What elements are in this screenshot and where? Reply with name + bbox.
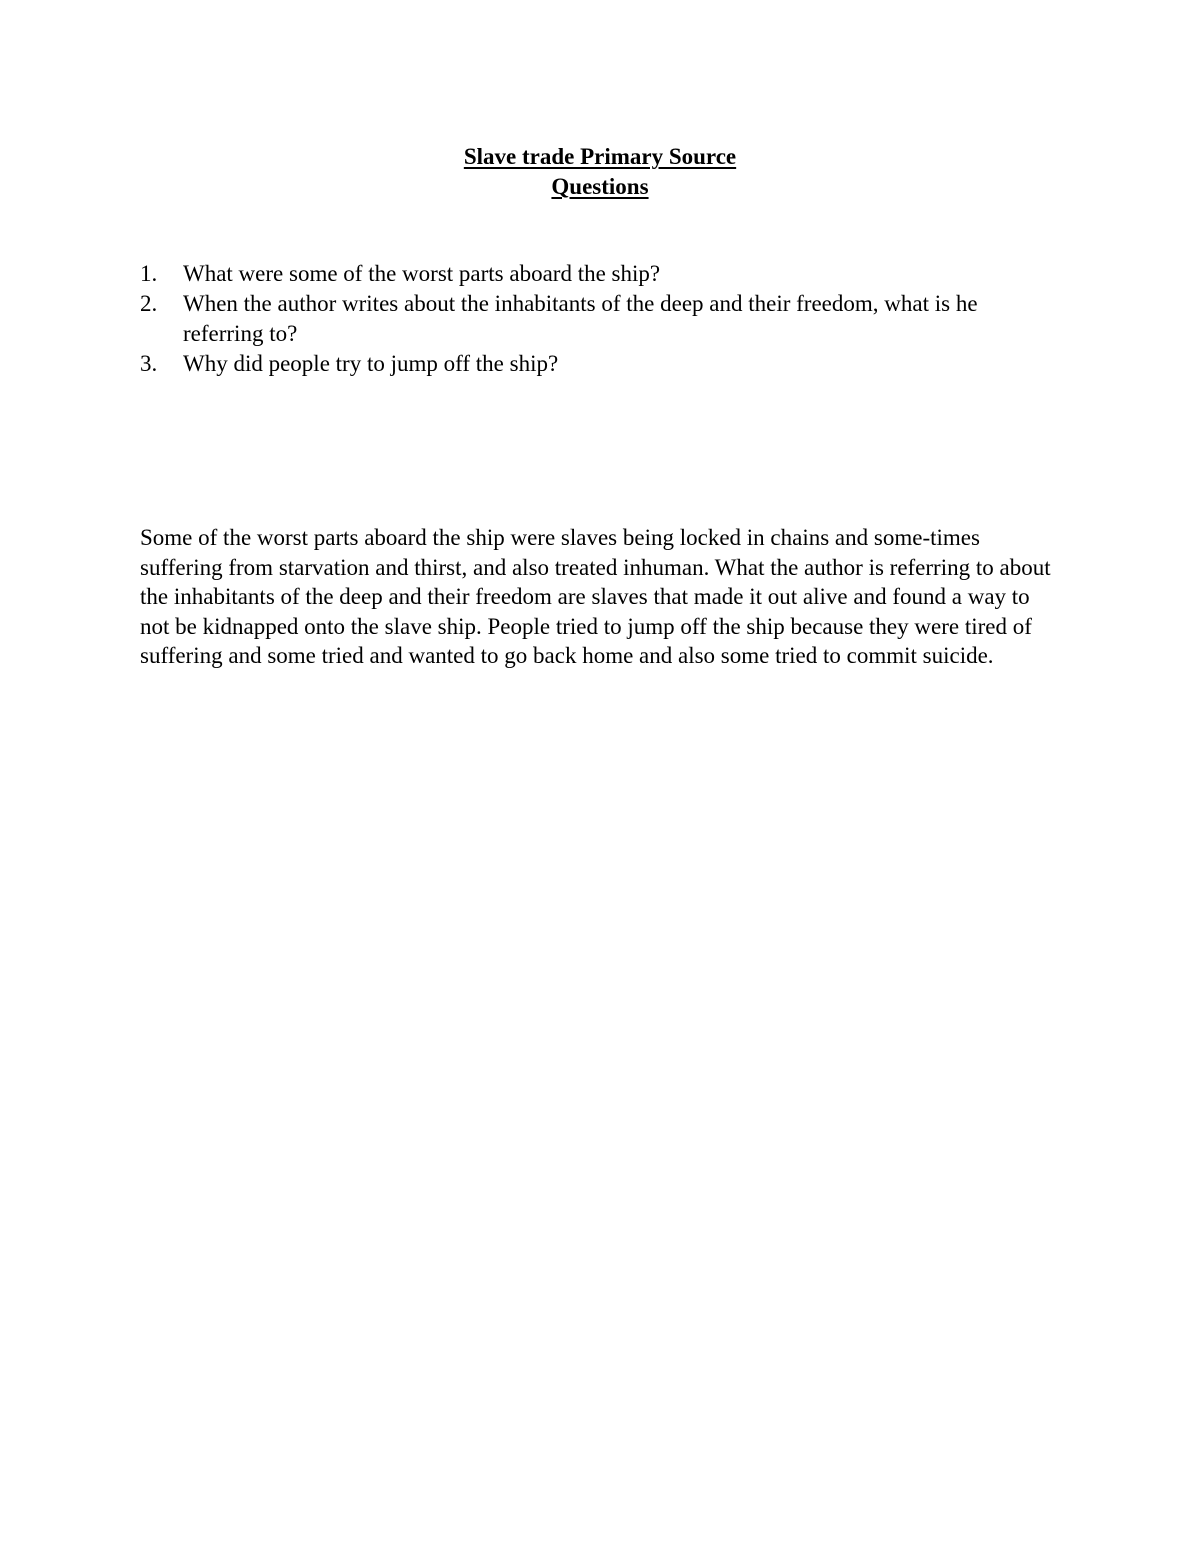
question-number: 3.	[140, 351, 158, 376]
question-number: 1.	[140, 261, 158, 286]
question-item	[140, 259, 1060, 289]
question-text: What were some of the worst parts aboard the ship?	[183, 261, 661, 286]
title-text-1: Slave trade Primary Source	[463, 144, 737, 169]
question-item	[140, 289, 1060, 349]
question-text: Why did people try to jump off the ship?	[183, 351, 559, 376]
question-item	[140, 349, 1060, 379]
title-line-2	[0, 172, 1200, 202]
title-text-2: Questions	[551, 174, 649, 199]
question-text: When the author writes about the inhabitants of the deep and their freedom, what is he referring to?	[183, 291, 978, 346]
question-number: 2.	[140, 291, 158, 316]
answer-paragraph: Some of the worst parts aboard the ship were slaves being locked in chains and some-times suffering from starvation and thirst, and also treated inhuman. What the author is referring to about the inhabitants of the deep and their freedom are slaves that made it out alive and found a way to not be kidnapped onto the slave ship. People tried to jump off the ship because they were tired of suffering and some tried and wanted to go back home and also some tried to commit suicide.	[140, 525, 1051, 669]
question-list	[140, 259, 1060, 379]
title-line-1	[0, 142, 1200, 172]
document-title	[0, 142, 1200, 202]
